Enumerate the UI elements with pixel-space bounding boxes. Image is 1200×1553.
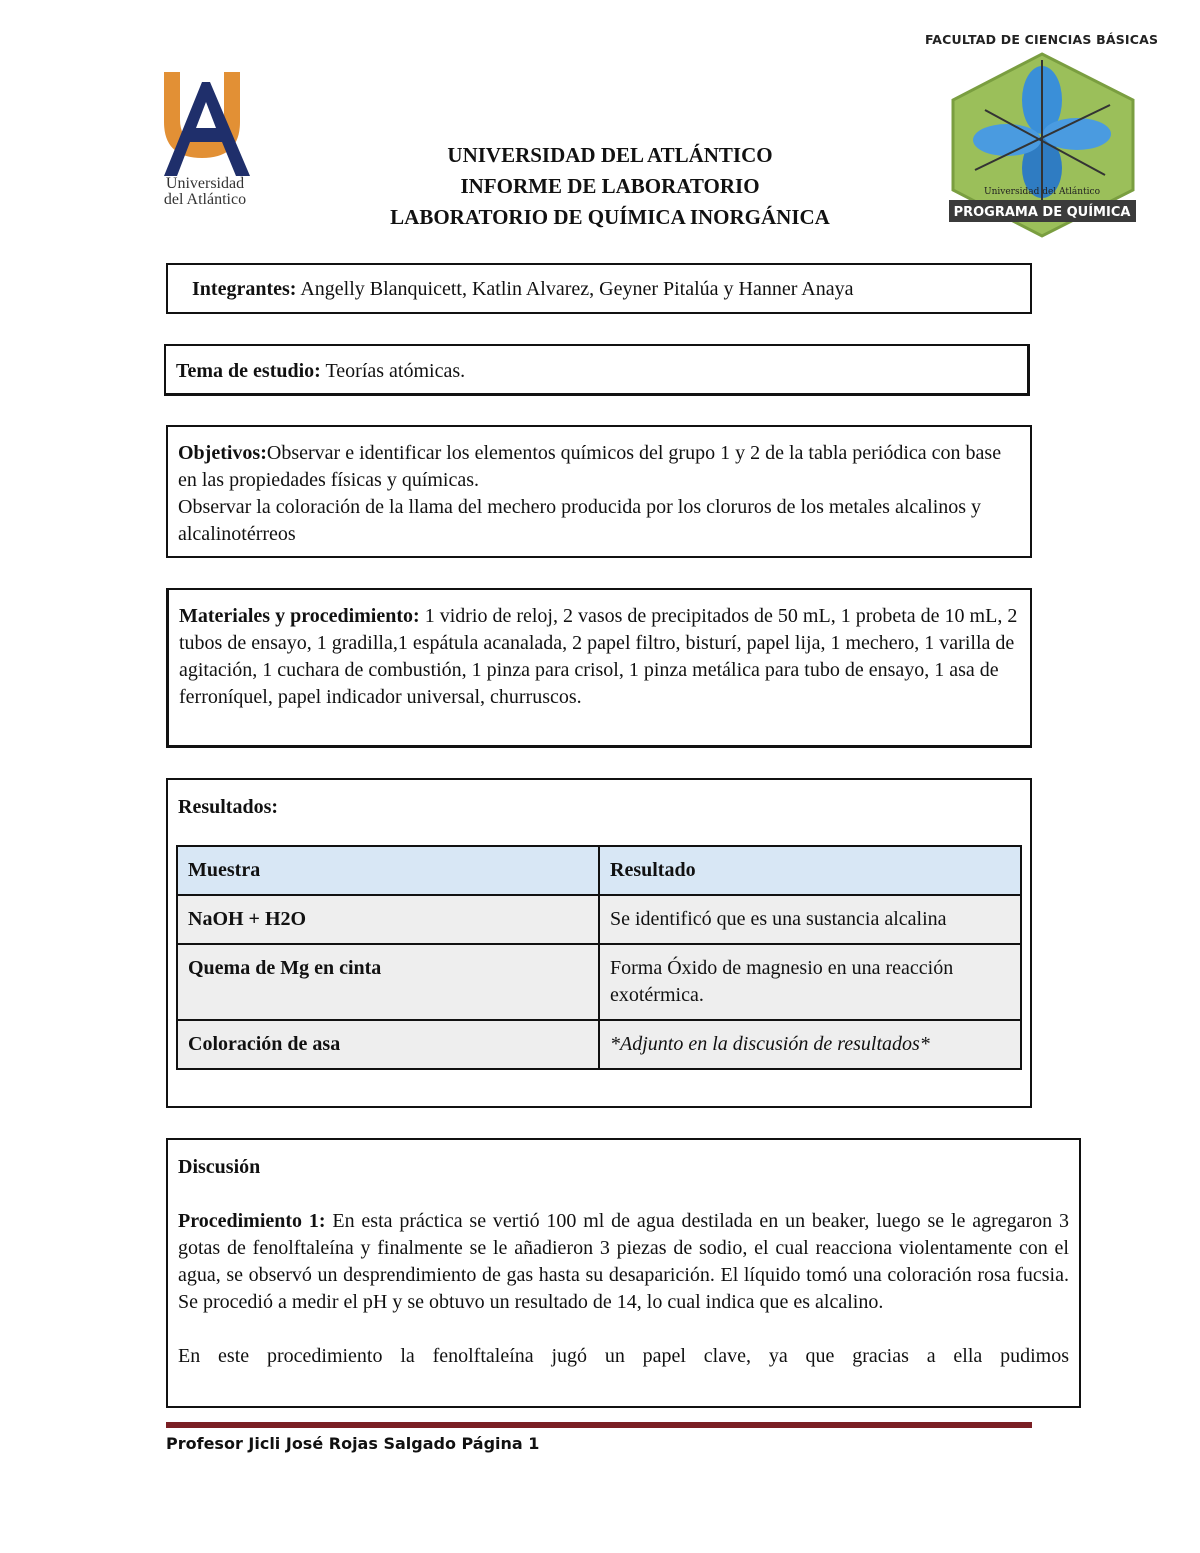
footer-text: Profesor Jicli José Rojas Salgado Página 1 xyxy=(166,1434,540,1453)
chemistry-logo-banner: PROGRAMA DE QUÍMICA xyxy=(953,205,1131,220)
table-row xyxy=(177,944,1021,1020)
chemistry-program-logo xyxy=(945,50,1140,240)
tema-box xyxy=(164,344,1030,396)
title-lab: LABORATORIO DE QUÍMICA INORGÁNICA xyxy=(390,205,830,229)
procedimiento-1-text: En esta práctica se vertió 100 ml de agua destilada en un beaker, luego se le agregaron 3 gotas de fenolftaleína y finalmente se le añadieron 3 piezas de sodio, el cual reacciona violentamente con el agua, se observó un desprendimiento de gas hasta su desaparición. El líquido tomó una coloración rosa fucsia. Se procedió a medir el pH y se obtuvo un resultado de 14, lo cual indica que es alcalino. xyxy=(178,1210,1069,1313)
objetivos-box xyxy=(166,425,1032,558)
discusion-paragraph-2: En este procedimiento la fenolftaleína jugó un papel clave, ya que gracias a ella pudimos xyxy=(178,1345,1069,1367)
materiales-label: Materiales y procedimiento: xyxy=(179,605,420,627)
column-header-muestra: Muestra xyxy=(177,846,599,895)
faculty-label: FACULTAD DE CIENCIAS BÁSICAS xyxy=(925,32,1159,47)
discusion-heading: Discusión xyxy=(178,1156,261,1178)
column-header-resultado: Resultado xyxy=(599,846,1021,895)
objetivos-line1: Observar e identificar los elementos químicos del grupo 1 y 2 de la tabla periódica con base en las propiedades físicas y químicas. xyxy=(178,442,1002,491)
title-report: INFORME DE LABORATORIO xyxy=(460,174,760,198)
materiales-box xyxy=(166,588,1032,748)
integrantes-label: Integrantes: xyxy=(192,278,297,300)
integrantes-box xyxy=(166,263,1032,314)
cell-muestra: Coloración de asa xyxy=(177,1020,599,1069)
table-row xyxy=(177,895,1021,944)
table-row xyxy=(177,1020,1021,1069)
discusion-box xyxy=(166,1138,1081,1408)
resultados-label: Resultados: xyxy=(178,796,279,818)
footer-divider xyxy=(166,1422,1032,1428)
cell-muestra: NaOH + H2O xyxy=(177,895,599,944)
procedimiento-1-label: Procedimiento 1: xyxy=(178,1210,326,1232)
materiales-value: 1 vidrio de reloj, 2 vasos de precipitados de 50 mL, 1 probeta de 10 mL, 2 tubos de ensayo, 1 gradilla,1 espátula acanalada, 2 papel filtro, bisturí, papel lija, 1 mechero, 1 varilla de agitación, 1 cuchara de combustión, 1 pinza para crisol, 1 pinza metálica para tubo de ensayo, 1 asa de ferroníquel, papel indicador universal, churruscos. xyxy=(179,605,1018,708)
objetivos-line2: Observar la coloración de la llama del mechero producida por los cloruros de los metales alcalinos y alcalinotérreos xyxy=(178,496,982,545)
cell-muestra: Quema de Mg en cinta xyxy=(177,944,599,1020)
cell-resultado: Forma Óxido de magnesio en una reacción exotérmica. xyxy=(599,944,1021,1020)
chemistry-logo-caption: Universidad del Atlántico xyxy=(984,187,1100,197)
results-table xyxy=(176,845,1022,1070)
objetivos-label: Objetivos: xyxy=(178,442,267,464)
document-title xyxy=(300,140,920,233)
tema-value: Teorías atómicas. xyxy=(320,360,466,382)
integrantes-value: Angelly Blanquicett, Katlin Alvarez, Geyner Pitalúa y Hanner Anaya xyxy=(296,278,854,300)
table-header-row xyxy=(177,846,1021,895)
university-logo-text: Universidad del Atlántico xyxy=(163,175,247,208)
cell-resultado: Se identificó que es una sustancia alcalina xyxy=(599,895,1021,944)
procedimiento-1-paragraph xyxy=(178,1208,1069,1316)
title-university: UNIVERSIDAD DEL ATLÁNTICO xyxy=(447,143,773,167)
cell-resultado: *Adjunto en la discusión de resultados* xyxy=(599,1020,1021,1069)
tema-label: Tema de estudio: xyxy=(176,360,321,382)
